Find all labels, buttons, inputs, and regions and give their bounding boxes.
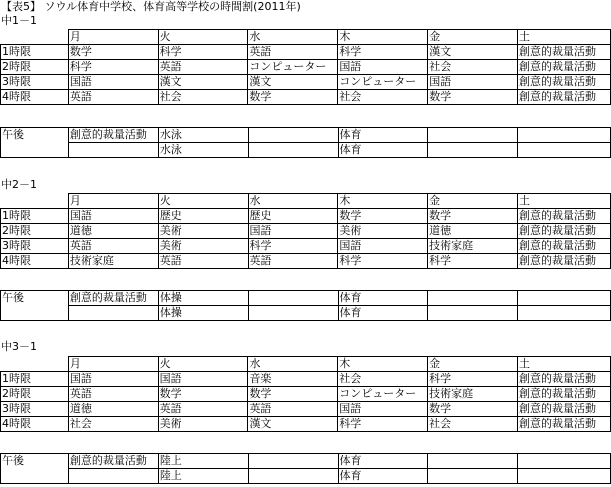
subject-cell: 科学 [338,417,428,432]
subject-cell: 創意的裁量活動 [517,224,610,239]
afternoon-cell: 陸上 [158,469,248,484]
subject-cell: 科学 [158,45,248,60]
subject-cell: 技術家庭 [68,254,158,269]
subject-cell: 創意的裁量活動 [518,60,611,75]
subject-cell: 数学 [338,209,428,224]
class-label: 中1－1 [1,14,37,27]
afternoon-cell: 体育 [338,469,428,484]
afternoon-cell: 創意的裁量活動 [68,291,158,306]
day-header: 金 [428,357,518,372]
afternoon-label-blank [1,469,69,484]
header-row [1,30,611,45]
subject-cell: 美術 [338,224,428,239]
period-label: 1時限 [1,45,69,60]
day-header: 木 [338,194,428,209]
subject-cell: 国語 [338,402,428,417]
day-header: 月 [68,194,158,209]
period-label: 1時限 [1,209,69,224]
period-row [1,45,611,60]
subject-cell: 英語 [158,254,248,269]
period-row [1,224,611,239]
subject-cell: 創意的裁量活動 [518,387,611,402]
period-label: 3時限 [1,75,69,90]
period-label: 2時限 [1,224,69,239]
day-header: 金 [428,194,518,209]
period-label: 4時限 [1,254,69,269]
afternoon-label: 午後 [1,454,69,469]
afternoon-cell [428,291,518,306]
afternoon-cell [248,306,338,321]
day-header: 火 [158,357,248,372]
subject-cell: 創意的裁量活動 [517,254,610,269]
day-header: 土 [518,30,611,45]
subject-cell: 創意的裁量活動 [518,75,611,90]
subject-cell: 数学 [428,402,518,417]
subject-cell: 英語 [68,239,158,254]
day-header: 火 [158,30,248,45]
document-title: 【表5】 ソウル体育中学校、体育高等学校の時間割(2011年) [1,0,301,13]
subject-cell: 道徳 [68,224,158,239]
subject-cell: 社会 [428,417,518,432]
subject-cell: 科学 [248,239,338,254]
header-row [1,194,611,209]
subject-cell: 歴史 [248,209,338,224]
subject-cell: 数学 [248,387,338,402]
afternoon-cell: 体育 [338,306,428,321]
afternoon-label: 午後 [1,291,69,306]
subject-cell: 技術家庭 [428,387,518,402]
afternoon-label-blank [1,306,69,321]
subject-cell: 歴史 [158,209,248,224]
afternoon-cell [518,143,611,158]
day-header: 月 [68,30,158,45]
afternoon-cell: 体育 [338,291,428,306]
afternoon-cell [428,128,518,143]
afternoon-cell [68,306,158,321]
day-header: 月 [68,357,158,372]
afternoon-row [1,454,611,469]
subject-cell: 英語 [158,402,248,417]
afternoon-cell: 水泳 [158,128,248,143]
period-label: 4時限 [1,90,69,105]
subject-cell: 美術 [158,224,248,239]
afternoon-label: 午後 [1,128,69,143]
subject-cell: コンピューター [338,75,428,90]
afternoon-cell: 体育 [338,128,428,143]
day-header: 水 [248,30,338,45]
afternoon-table [0,290,611,321]
subject-cell: コンピューター [338,387,428,402]
timetable [0,29,611,105]
subject-cell: 創意的裁量活動 [518,417,611,432]
subject-cell: 数学 [158,387,248,402]
afternoon-cell: 創意的裁量活動 [68,128,158,143]
afternoon-cell [428,143,518,158]
afternoon-cell: 体育 [338,454,428,469]
day-header: 土 [517,194,610,209]
subject-cell: 国語 [248,224,338,239]
day-header: 水 [248,194,338,209]
timetable [0,193,611,269]
corner-cell [1,30,69,45]
period-label: 3時限 [1,402,69,417]
period-label: 1時限 [1,372,69,387]
corner-cell [1,194,69,209]
subject-cell: 漢文 [248,75,338,90]
afternoon-label-blank [1,143,69,158]
subject-cell: 国語 [68,372,158,387]
subject-cell: 科学 [428,372,518,387]
subject-cell: 道徳 [428,224,518,239]
subject-cell: 国語 [68,209,158,224]
subject-cell: 科学 [338,254,428,269]
afternoon-cell: 創意的裁量活動 [68,454,158,469]
afternoon-cell [68,143,158,158]
afternoon-table [0,127,611,158]
period-label: 2時限 [1,60,69,75]
period-row [1,60,611,75]
afternoon-cell [68,469,158,484]
afternoon-row [1,143,611,158]
afternoon-cell: 体操 [158,291,248,306]
afternoon-cell [518,128,611,143]
subject-cell: 英語 [248,254,338,269]
subject-cell: 科学 [68,60,158,75]
period-row [1,209,611,224]
corner-cell [1,357,69,372]
subject-cell: 創意的裁量活動 [518,372,611,387]
subject-cell: 漢文 [158,75,248,90]
subject-cell: 英語 [158,60,248,75]
subject-cell: 国語 [158,372,248,387]
day-header: 木 [338,357,428,372]
period-label: 3時限 [1,239,69,254]
afternoon-cell [428,306,518,321]
period-row [1,387,611,402]
afternoon-cell: 水泳 [158,143,248,158]
subject-cell: 英語 [248,402,338,417]
subject-cell: 数学 [428,209,518,224]
afternoon-cell [248,143,338,158]
subject-cell: 英語 [68,90,158,105]
day-header: 火 [158,194,248,209]
subject-cell: 社会 [338,90,428,105]
subject-cell: 創意的裁量活動 [518,402,611,417]
subject-cell: 漢文 [248,417,338,432]
afternoon-cell [248,291,338,306]
afternoon-table [0,453,611,484]
subject-cell: 美術 [158,417,248,432]
subject-cell: 国語 [68,75,158,90]
period-label: 2時限 [1,387,69,402]
period-row [1,372,611,387]
period-row [1,402,611,417]
timetable [0,356,611,432]
afternoon-cell: 体育 [338,143,428,158]
subject-cell: 漢文 [428,45,518,60]
subject-cell: 科学 [428,254,518,269]
afternoon-row [1,291,611,306]
subject-cell: 技術家庭 [428,239,518,254]
afternoon-cell [248,128,338,143]
afternoon-cell [428,469,518,484]
afternoon-cell [248,469,338,484]
afternoon-row [1,306,611,321]
period-row [1,75,611,90]
subject-cell: 英語 [68,387,158,402]
period-row [1,90,611,105]
period-label: 4時限 [1,417,69,432]
subject-cell: 創意的裁量活動 [517,239,610,254]
afternoon-cell: 体操 [158,306,248,321]
afternoon-row [1,469,611,484]
subject-cell: 美術 [158,239,248,254]
subject-cell: 国語 [428,75,518,90]
period-row [1,417,611,432]
subject-cell: 道徳 [68,402,158,417]
subject-cell: 国語 [338,60,428,75]
subject-cell: 社会 [428,60,518,75]
subject-cell: 創意的裁量活動 [517,209,610,224]
subject-cell: 英語 [248,45,338,60]
class-label: 中3－1 [1,340,37,353]
afternoon-cell [428,454,518,469]
afternoon-cell [518,306,611,321]
period-row [1,254,611,269]
period-row [1,239,611,254]
class-label: 中2－1 [1,178,37,191]
day-header: 木 [338,30,428,45]
subject-cell: 科学 [338,45,428,60]
afternoon-cell [518,291,611,306]
afternoon-row [1,128,611,143]
subject-cell: 音楽 [248,372,338,387]
subject-cell: 社会 [68,417,158,432]
subject-cell: コンピューター [248,60,338,75]
subject-cell: 社会 [338,372,428,387]
subject-cell: 創意的裁量活動 [518,90,611,105]
subject-cell: 社会 [158,90,248,105]
afternoon-cell: 陸上 [158,454,248,469]
subject-cell: 数学 [428,90,518,105]
day-header: 金 [428,30,518,45]
subject-cell: 数学 [68,45,158,60]
subject-cell: 創意的裁量活動 [518,45,611,60]
day-header: 土 [518,357,611,372]
day-header: 水 [248,357,338,372]
header-row [1,357,611,372]
afternoon-cell [248,454,338,469]
afternoon-cell [518,454,611,469]
afternoon-cell [518,469,611,484]
subject-cell: 国語 [338,239,428,254]
subject-cell: 数学 [248,90,338,105]
